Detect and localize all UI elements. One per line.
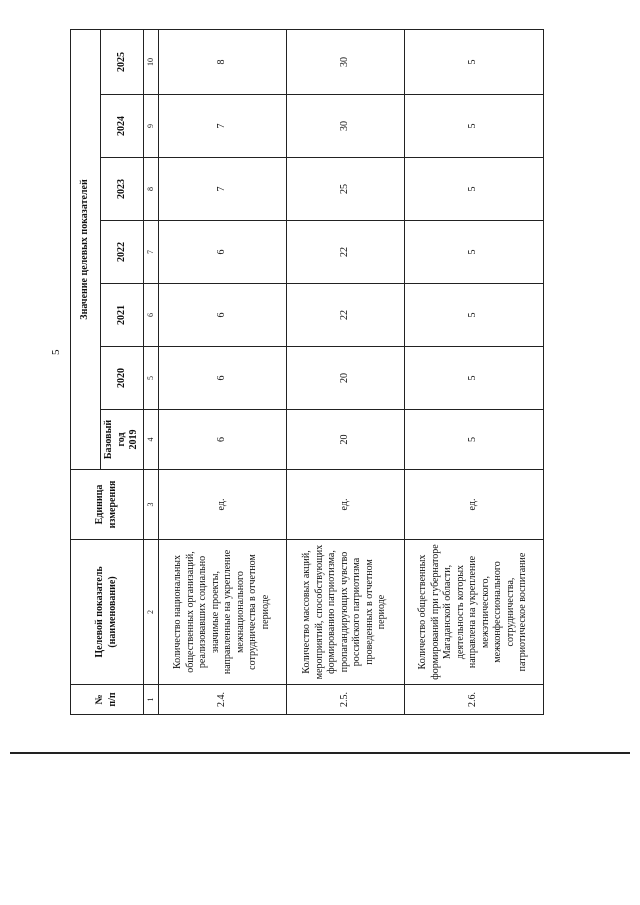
unit-cell: ед.: [286, 470, 404, 540]
column-number: 7: [143, 221, 158, 284]
header-base-year: Базовый год 2019: [101, 410, 144, 470]
column-number: 10: [143, 29, 158, 94]
table-row: [404, 29, 543, 714]
header-year: 2022: [101, 221, 144, 284]
unit-cell: ед.: [158, 470, 286, 540]
header-year: 2021: [101, 284, 144, 347]
year-value: 8: [158, 29, 286, 94]
header-row-1: [71, 29, 101, 714]
column-number: 4: [143, 410, 158, 470]
rotated-table-container: [70, 30, 529, 715]
year-value: 6: [158, 347, 286, 410]
header-year: 2023: [101, 158, 144, 221]
year-value: 5: [404, 29, 543, 94]
column-number: 3: [143, 470, 158, 540]
year-value: 5: [404, 347, 543, 410]
unit-cell: ед.: [404, 470, 543, 540]
column-number: 5: [143, 347, 158, 410]
base-value: 5: [404, 410, 543, 470]
year-value: 5: [404, 284, 543, 347]
column-number: 8: [143, 158, 158, 221]
header-indicator: Целевой показатель (наименование): [71, 540, 144, 685]
year-value: 7: [158, 158, 286, 221]
year-value: 30: [286, 29, 404, 94]
horizontal-divider: [10, 752, 630, 754]
rotated-table: [70, 30, 529, 715]
header-unit: Единица измерения: [71, 470, 144, 540]
year-value: 5: [404, 95, 543, 158]
header-values-group: Значение целевых показателей: [71, 29, 101, 469]
indicator-name: Количество национальных общественных организаций, реализовавших социально значимые проекты, направленные на укрепление межнационального сотрудничества в отчетном периоде: [158, 540, 286, 685]
year-value: 5: [404, 221, 543, 284]
year-value: 22: [286, 221, 404, 284]
column-number: 2: [143, 540, 158, 685]
table-row: [286, 29, 404, 714]
row-number: 2.6.: [404, 685, 543, 715]
year-value: 22: [286, 284, 404, 347]
year-value: 5: [404, 158, 543, 221]
column-number: 6: [143, 284, 158, 347]
row-number: 2.4.: [158, 685, 286, 715]
base-value: 6: [158, 410, 286, 470]
header-year: 2020: [101, 347, 144, 410]
column-number-row: [143, 29, 158, 714]
year-value: 6: [158, 284, 286, 347]
year-value: 7: [158, 95, 286, 158]
column-number: 9: [143, 95, 158, 158]
target-indicators-table: [70, 29, 544, 715]
page-number: 5: [50, 349, 62, 355]
table-row: [158, 29, 286, 714]
header-year: 2025: [101, 29, 144, 94]
row-number: 2.5.: [286, 685, 404, 715]
year-value: 20: [286, 347, 404, 410]
base-value: 20: [286, 410, 404, 470]
column-number: 1: [143, 685, 158, 715]
indicator-name: Количество массовых акций, мероприятий, способствующих формированию патриотизма, пропагандирующих чувство российского патриотизма проведенных в отчетном периоде: [286, 540, 404, 685]
indicator-name: Количество общественных формирований при губернаторе Магаданской области, деятельность которых направлена на укрепление межэтнического, межконфессионального сотрудничества, патриотическое воспитание: [404, 540, 543, 685]
year-value: 25: [286, 158, 404, 221]
year-value: 30: [286, 95, 404, 158]
header-year: 2024: [101, 95, 144, 158]
year-value: 6: [158, 221, 286, 284]
header-num: № п/п: [71, 685, 144, 715]
